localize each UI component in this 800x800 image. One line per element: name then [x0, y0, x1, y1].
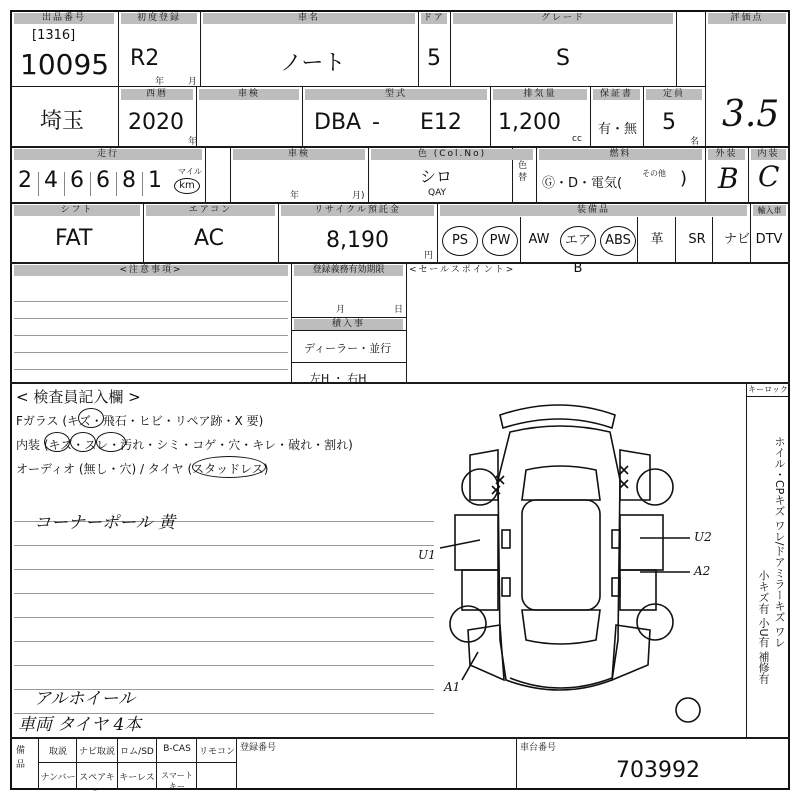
side-legend-1: ホイル・CPキズ ワレ/ドアミラーキズ ワレ — [773, 436, 786, 649]
v-line — [278, 202, 279, 262]
mileage-digit: 4 — [44, 168, 58, 193]
capacity-unit: 名 — [690, 137, 700, 147]
mileage-divider — [142, 172, 143, 196]
circle-mark — [70, 432, 96, 452]
equipment-item: ABS — [600, 226, 636, 256]
chassis-no-label: 車台番号 — [520, 743, 557, 753]
hdr-import: 輸入車 — [753, 205, 786, 216]
side-legend-2: 小キズ有 小U有 補修有 — [757, 570, 770, 685]
bottom-item-nav-manual: ナビ取説 — [78, 747, 115, 757]
hdr-equipment: 装備品 — [440, 205, 747, 216]
v-line — [418, 10, 419, 86]
handwritten-note-3: 車両 タイヤ 4本 — [18, 715, 142, 735]
hdr-displacement: 排気量 — [493, 89, 587, 100]
bottom-item-rom-sd: ロム/SD — [120, 747, 154, 757]
v-line — [536, 146, 537, 202]
bottom-item-plate: ナンバー — [40, 773, 76, 783]
v-line — [437, 202, 438, 262]
hdr-year: 西暦 — [121, 89, 193, 100]
equipment-item: AW — [528, 232, 550, 247]
bottom-row-label-text: 備品 — [16, 746, 26, 770]
type-code: E12 — [420, 110, 462, 135]
color-code: QAY — [428, 188, 447, 198]
row-line-3 — [10, 202, 790, 204]
v-line — [450, 10, 451, 86]
lot-number: 10095 — [20, 48, 110, 81]
model-name: ノート — [280, 51, 346, 76]
dealer-label: ディーラー・並行 — [304, 342, 392, 355]
bottom-item-keyless: キーレス — [119, 773, 155, 783]
reg-expiry-month: 月 — [336, 305, 346, 315]
hdr-recycle: リサイクル預託金 — [281, 205, 434, 216]
v-line — [705, 146, 706, 202]
interior-grade: C — [758, 160, 780, 193]
v-line — [516, 737, 517, 790]
h-line — [291, 317, 406, 318]
inspection-month: 月) — [352, 191, 365, 201]
v-line — [746, 382, 747, 737]
inspector-line-3: オーディオ (無し・穴) / タイヤ (スタッドレス) — [16, 462, 269, 476]
first-reg-year-suffix: 年 — [155, 77, 165, 87]
displacement-unit: cc — [572, 134, 582, 144]
bottom-item-manual: 取説 — [48, 747, 67, 757]
mileage-divider — [116, 172, 117, 196]
mileage-km-text: km — [179, 180, 195, 191]
color-name: シロ — [420, 167, 453, 186]
mileage-unit-mile: マイル — [178, 167, 202, 176]
fuel-close: ) — [680, 168, 688, 189]
score-value: 3.5 — [722, 94, 780, 135]
v-line — [196, 737, 197, 790]
handwritten-note-2: アルホイール — [34, 689, 135, 709]
mark-u2: U2 — [694, 530, 712, 544]
v-line — [156, 737, 157, 790]
shift-value: FAT — [55, 226, 93, 251]
circle-mark — [192, 456, 266, 478]
v-line — [200, 10, 201, 86]
warranty-value: 有・無 — [598, 122, 638, 137]
hdr-interior: 内装 — [751, 149, 786, 160]
mileage-digit: 6 — [96, 168, 110, 193]
first-reg-era: R2 — [130, 46, 160, 71]
v-line — [236, 737, 237, 790]
bottom-item-remote: リモコン — [198, 747, 235, 757]
mileage-divider — [38, 172, 39, 196]
inspector-line-2: 内装 (キズ・スレ・汚れ・シミ・コゲ・穴・キレ・破れ・割れ) — [16, 438, 353, 452]
h-line — [38, 762, 236, 763]
hdr-doors: ドア — [421, 13, 447, 24]
color-change-label — [518, 160, 532, 184]
hdr-transfer: 積入事 — [294, 319, 403, 330]
hdr-fuel: 燃料 — [539, 149, 702, 160]
v-line — [76, 737, 77, 790]
v-line — [637, 217, 638, 262]
v-line — [368, 146, 369, 202]
hdr-shift: シフト — [14, 205, 140, 216]
recycle-unit: 円 — [424, 251, 434, 261]
v-line — [705, 10, 706, 146]
v-line — [520, 217, 521, 262]
circle-mark — [78, 408, 104, 428]
mileage-divider — [90, 172, 91, 196]
v-line — [490, 86, 491, 146]
equipment-item: DTV — [755, 232, 783, 247]
year-value: 2020 — [128, 110, 184, 135]
grade-value: S — [556, 46, 570, 71]
type-prefix: DBA — [314, 110, 362, 135]
hdr-score: 評価点 — [708, 13, 786, 24]
v-line — [143, 202, 144, 262]
mileage-unit-km — [174, 178, 200, 194]
year-unit: 年 — [188, 137, 198, 147]
inspection-year: 年 — [290, 191, 300, 201]
fuel-other: その他 — [642, 169, 666, 178]
bottom-row-label — [16, 744, 30, 772]
lot-bracket-number: [1316] — [32, 28, 76, 43]
hdr-aircon: エアコン — [146, 205, 275, 216]
reg-expiry-day: 日 — [394, 305, 404, 315]
h-line — [746, 396, 790, 397]
hdr-warranty: 保証書 — [593, 89, 640, 100]
v-line — [676, 10, 677, 86]
hdr-inspection-2: 車検 — [233, 149, 365, 160]
hdr-reg-expiry: 登録義務有効期限 — [294, 265, 403, 276]
capacity-value: 5 — [662, 110, 676, 135]
v-line — [406, 262, 407, 382]
circle-mark — [44, 432, 70, 452]
mark-a1: A1 — [444, 680, 461, 694]
inspector-title: < 検査員記入欄 > — [16, 388, 141, 406]
hdr-sales-points: <セールスポイント> — [409, 265, 516, 275]
first-reg-month-suffix: 月 — [188, 77, 198, 87]
v-line — [291, 262, 292, 382]
v-line — [230, 146, 231, 202]
mileage-digit: 6 — [70, 168, 84, 193]
aircon-value: AC — [194, 226, 225, 251]
hdr-first-reg: 初度登録 — [121, 13, 197, 24]
mileage-digit: 8 — [122, 168, 136, 193]
type-dash: - — [372, 110, 380, 135]
bottom-item-bcas: B-CAS — [163, 744, 191, 754]
v-line — [675, 217, 676, 262]
hdr-key-lock: キーロック — [748, 385, 788, 394]
row-line-1 — [10, 86, 705, 87]
row-line-6 — [10, 737, 790, 739]
chassis-number: 703992 — [616, 758, 700, 783]
equipment-item: ナビ — [723, 232, 750, 247]
equipment-item: PS — [442, 226, 478, 256]
v-line — [38, 737, 39, 790]
circle-mark — [96, 432, 126, 452]
frame-bottom — [10, 788, 790, 790]
v-line — [205, 146, 206, 202]
row-line-4 — [10, 262, 790, 264]
frame-top — [10, 10, 790, 12]
mileage-digit: 2 — [18, 168, 32, 193]
v-line — [118, 10, 119, 146]
exterior-grade: B — [718, 162, 739, 195]
v-line — [748, 146, 749, 202]
mileage-divider — [64, 172, 65, 196]
equipment-item: PW — [482, 226, 518, 256]
hdr-type: 型式 — [305, 89, 487, 100]
equipment-item: 革 — [650, 232, 664, 247]
doors-value: 5 — [427, 46, 441, 71]
mark-u1: U1 — [418, 548, 436, 562]
row-line-5 — [10, 382, 790, 384]
h-line — [291, 330, 406, 331]
notes-lines — [14, 285, 288, 380]
hdr-exterior: 外装 — [708, 149, 745, 160]
inspector-line-1: Fガラス (キズ・飛石・ヒビ・リペア跡・X 要) — [16, 414, 264, 428]
mark-a2: A2 — [694, 564, 711, 578]
displacement-value: 1,200 — [498, 110, 561, 135]
recycle-value: 8,190 — [326, 228, 389, 253]
bottom-item-spare-key: スペアキー — [79, 773, 115, 796]
hdr-notes: <注意事項> — [14, 265, 288, 276]
color-change-text: 色替 — [518, 161, 528, 183]
row-line-2 — [10, 146, 790, 148]
handle-label: 左H ・ 右H — [310, 372, 367, 385]
hdr-color: 色 (Col.No) — [371, 149, 533, 160]
v-line — [643, 86, 644, 146]
frame-right — [788, 10, 790, 790]
handwritten-note-1: コーナーポール 黄 — [34, 513, 176, 533]
hdr-lot-no: 出品番号 — [14, 13, 114, 24]
mileage-digit: 1 — [148, 168, 162, 193]
reg-no-label: 登録番号 — [240, 743, 277, 753]
equipment-item: SR — [688, 232, 706, 247]
frame-left — [10, 10, 12, 790]
region-value: 埼玉 — [40, 109, 85, 134]
fuel-options: Ⓖ・D・電気( — [542, 176, 623, 191]
v-line — [590, 86, 591, 146]
hdr-capacity: 定員 — [646, 89, 702, 100]
equipment-item: エアB — [560, 226, 596, 256]
hdr-grade: グレード — [453, 13, 673, 24]
h-line — [291, 362, 406, 363]
v-line — [302, 86, 303, 146]
hdr-model: 車名 — [203, 13, 415, 24]
hdr-inspection: 車検 — [199, 89, 299, 100]
hdr-mileage: 走行 — [14, 149, 202, 160]
bottom-item-smart-key: スマートキー — [161, 771, 193, 791]
